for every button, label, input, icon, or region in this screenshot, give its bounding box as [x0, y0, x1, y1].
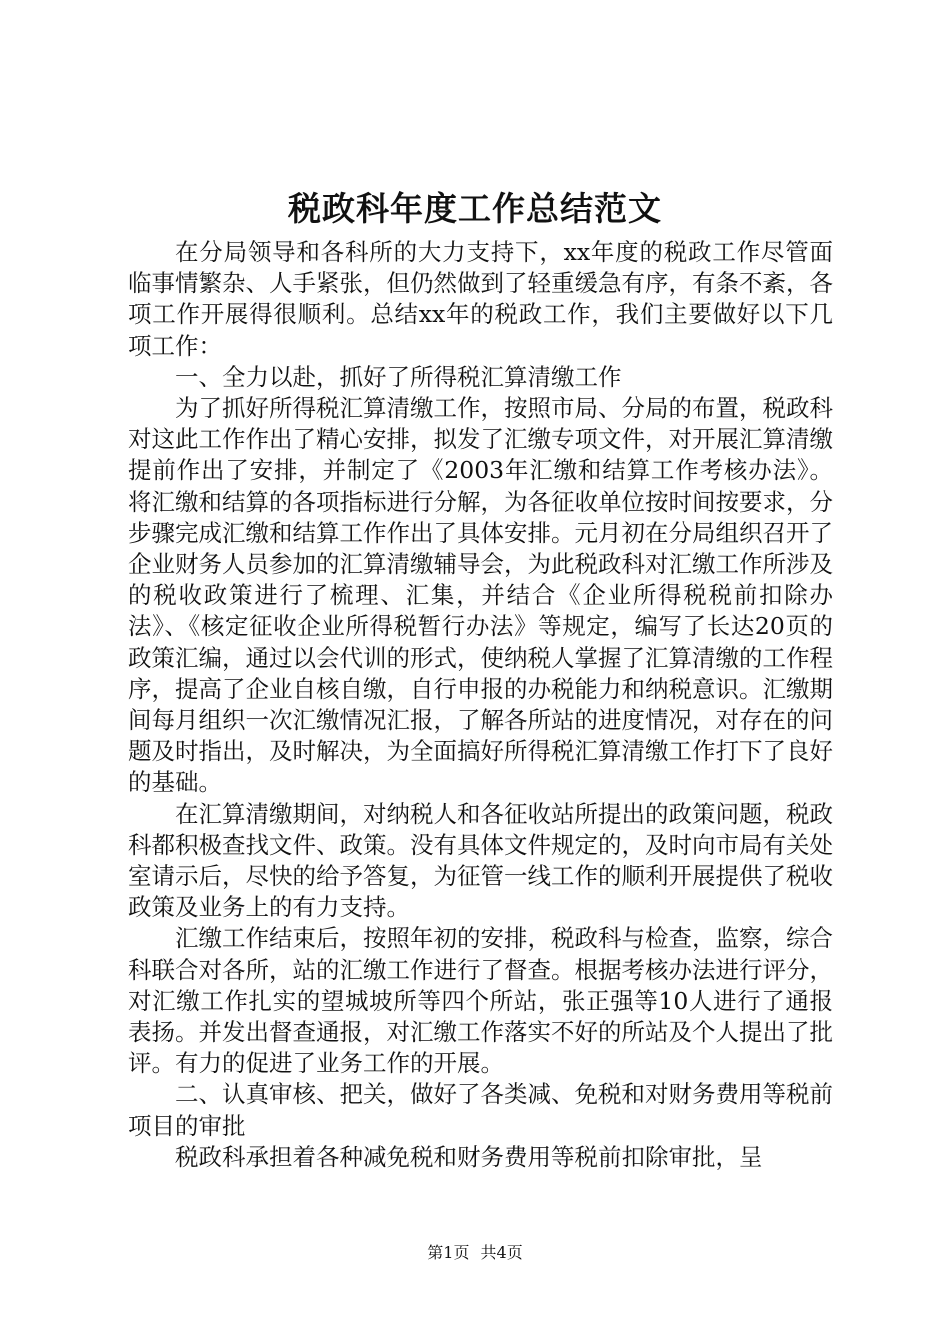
paragraph-inspection: 汇缴工作结束后，按照年初的安排，税政科与检查，监察，综合科联合对各所，站的汇缴工作进行了督查。根据考核办法进行评分，对汇缴工作扎实的望城坡所等四个所站，张正强等10人进行了通报表扬。并发出督查通报，对汇缴工作落实不好的所站及个人提出了批评。有力的促进了业务工作的开展。	[128, 924, 833, 1078]
document-body	[128, 237, 833, 1173]
paragraph-review: 税政科承担着各种减免税和财务费用等税前扣除审批，呈	[175, 1142, 763, 1171]
page-total: 共4页	[480, 1243, 523, 1262]
page-number: 第1页	[427, 1243, 470, 1262]
paragraph-intro: 在分局领导和各科所的大力支持下，xx年度的税政工作尽管面临事情繁杂、人手紧张，但仍然做到了轻重缓急有序，有条不紊，各项工作开展得很顺利。总结xx年的税政工作，我们主要做好以下几项工作：	[128, 238, 833, 360]
paragraph-policy-support: 在汇算清缴期间，对纳税人和各征收站所提出的政策问题，税政科都积极查找文件、政策。没有具体文件规定的，及时向市局有关处室请示后，尽快的给予答复，为征管一线工作的顺利开展提供了税收政策及业务上的有力支持。	[128, 799, 833, 922]
section-heading-1: 一、全力以赴，抓好了所得税汇算清缴工作	[175, 362, 622, 391]
section-heading-2: 二、认真审核、把关，做好了各类减、免税和对财务费用等税前项目的审批	[128, 1080, 833, 1140]
page-footer	[0, 1241, 950, 1265]
paragraph-income-tax: 为了抓好所得税汇算清缴工作，按照市局、分局的布置，税政科对这此工作作出了精心安排，拟发了汇缴专项文件，对开展汇算清缴提前作出了安排，并制定了《2003年汇缴和结算工作考核办法》。将汇缴和结算的各项指标进行分解，为各征收单位按时间按要求，分步骤完成汇缴和结算工作作出了具体安排。元月初在分局组织召开了企业财务人员参加的汇算清缴辅导会，为此税政科对汇缴工作所涉及的税收政策进行了梳理、汇集，并结合《企业所得税税前扣除办法》、《核定征收企业所得税暂行办法》等规定，编写了长达20页的政策汇编，通过以会代训的形式，使纳税人掌握了汇算清缴的工作程序，提高了企业自核自缴，自行申报的办税能力和纳税意识。汇缴期间每月组织一次汇缴情况汇报，了解各所站的进度情况，对存在的问题及时指出，及时解决，为全面搞好所得税汇算清缴工作打下了良好的基础。	[128, 394, 833, 797]
document-title: 税政科年度工作总结范文	[288, 189, 662, 228]
